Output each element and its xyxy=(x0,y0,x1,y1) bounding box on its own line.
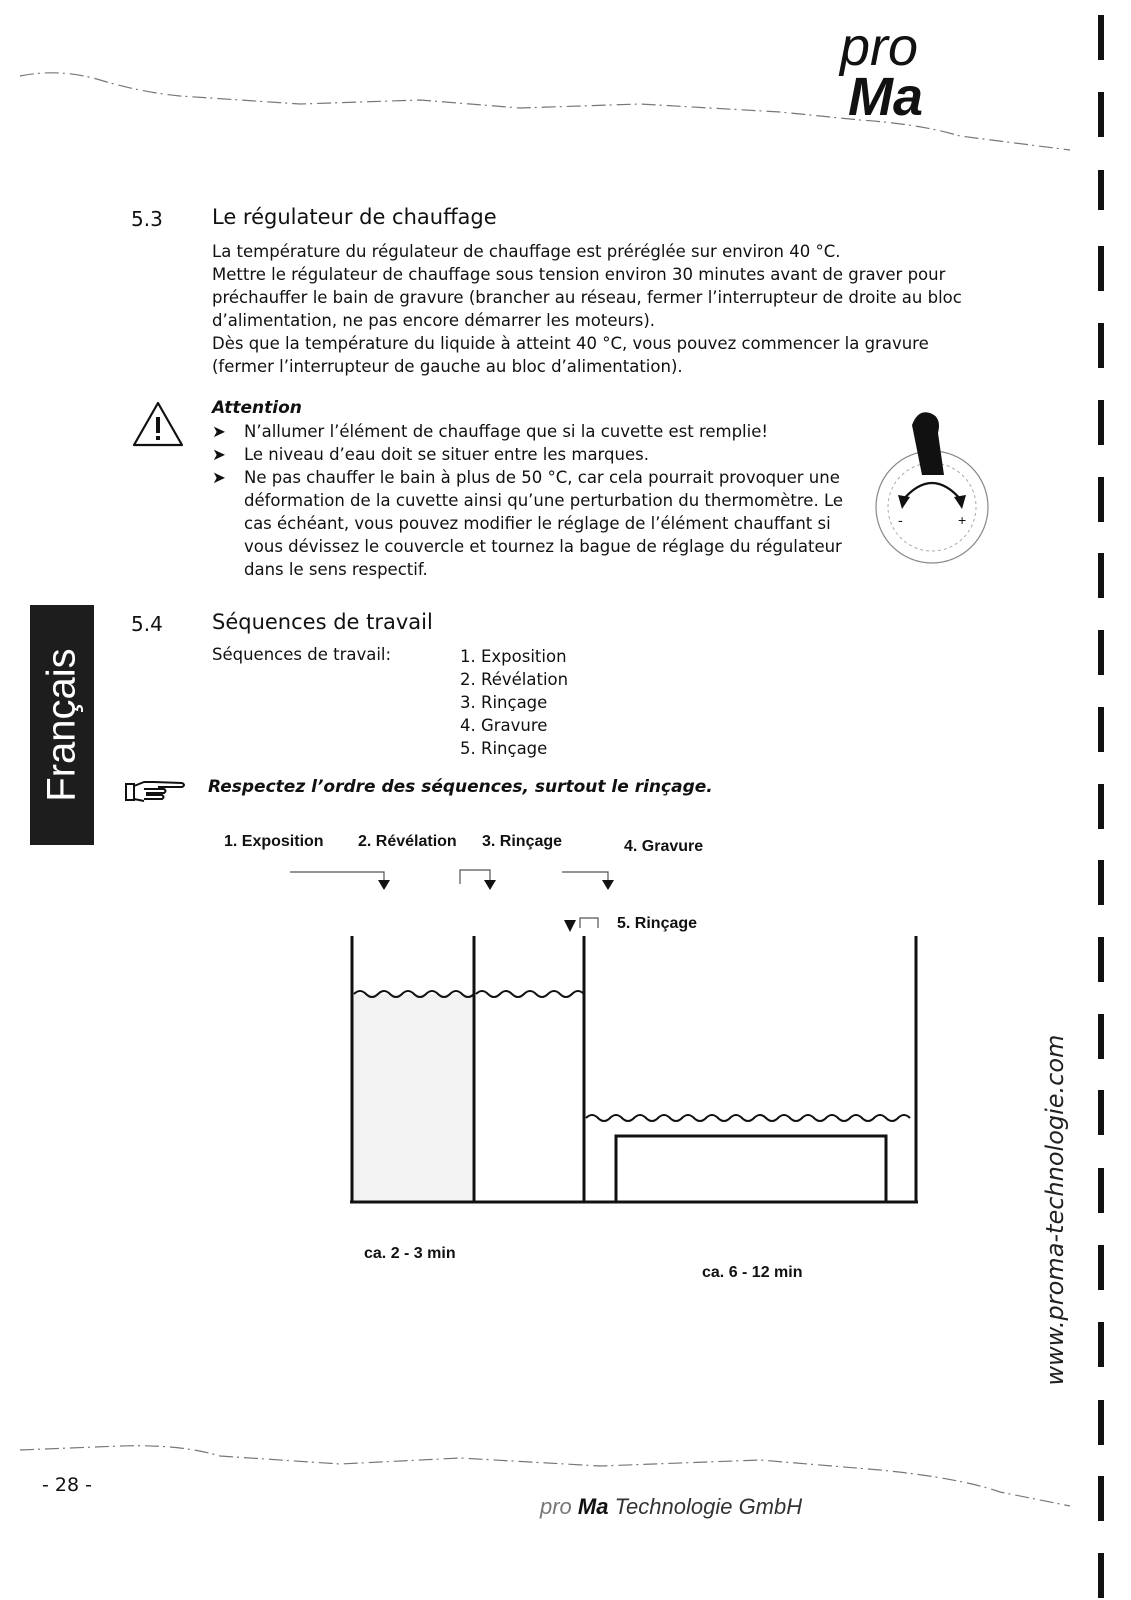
list-item: ➤ N’allumer l’élément de chauffage que si la cuvette est remplie! xyxy=(212,422,768,441)
arrow-bullet-icon: ➤ xyxy=(212,468,226,487)
arrow-down-icon xyxy=(378,880,390,890)
body-line: préchauffer le bain de gravure (brancher au réseau, fermer l’interrupteur de droite au bloc xyxy=(212,288,962,307)
footer-brand-rest: Technologie GmbH xyxy=(614,1494,803,1519)
list-item: 4. Gravure xyxy=(460,716,548,735)
section-body xyxy=(212,240,1012,378)
knob-minus-label: - xyxy=(898,512,903,528)
logo-pro-text: pro xyxy=(840,17,919,77)
logo-ma-text: Ma xyxy=(848,67,924,127)
footer-brand xyxy=(540,1494,802,1520)
diagram-label-rincage: 3. Rinçage xyxy=(482,833,563,850)
header-divider-line xyxy=(0,60,1131,160)
list-item: ➤ Le niveau d’eau doit se situer entre les marques. xyxy=(212,445,649,464)
body-line: (fermer l’interrupteur de gauche au bloc d’alimentation). xyxy=(212,357,683,376)
diagram-label-revelation: 2. Révélation xyxy=(358,833,457,850)
time-label-right: ca. 6 - 12 min xyxy=(702,1264,803,1281)
regulator-knob-illustration xyxy=(870,405,995,570)
arrow-down-icon xyxy=(484,880,496,890)
footer-brand-ma: Ma xyxy=(577,1494,609,1519)
diagram-label-rincage-final: 5. Rinçage xyxy=(617,915,698,932)
body-line: d’alimentation, ne pas encore démarrer les moteurs). xyxy=(212,311,656,330)
steps-label: Séquences de travail: xyxy=(212,645,392,664)
section-title: Séquences de travail xyxy=(212,610,433,634)
website-url-text: www.proma-technologie.com xyxy=(1041,1034,1069,1386)
section-number: 5.4 xyxy=(131,612,163,636)
page-number: - 28 - xyxy=(42,1474,92,1496)
note-text: Respectez l’ordre des séquences, surtout le rinçage. xyxy=(208,777,713,797)
arrow-bullet-icon: ➤ xyxy=(212,422,226,441)
list-item: 1. Exposition xyxy=(460,647,567,666)
list-item: 2. Révélation xyxy=(460,670,569,689)
section-title: Le régulateur de chauffage xyxy=(212,205,497,229)
attention-title: Attention xyxy=(212,398,302,418)
process-diagram xyxy=(280,862,960,1212)
edge-marks xyxy=(1090,0,1131,1600)
body-line: Mettre le régulateur de chauffage sous tension environ 30 minutes avant de graver pour xyxy=(212,265,946,284)
arrow-down-icon xyxy=(602,880,614,890)
body-line: Dès que la température du liquide à atteint 40 °C, vous pouvez commencer la gravure xyxy=(212,334,929,353)
warning-icon xyxy=(131,400,185,448)
diagram-label-exposition: 1. Exposition xyxy=(224,833,324,850)
section-number: 5.3 xyxy=(131,207,163,231)
time-label-left: ca. 2 - 3 min xyxy=(364,1245,456,1262)
arrow-down-icon xyxy=(564,920,576,932)
arrow-bullet-icon: ➤ xyxy=(212,445,226,464)
footer-brand-pro: pro xyxy=(540,1494,572,1519)
pointing-hand-icon xyxy=(124,776,190,806)
list-item: 3. Rinçage xyxy=(460,693,548,712)
list-item: ➤ Ne pas chauffer le bain à plus de 50 °C, car cela pourrait provoquer une déformation de la cuvette ainsi qu’une perturbation du thermomètre. Le cas échéant, vous pouvez modifier le réglage de l’élément chauffant si vous dévissez le couvercle et tournez la bague de réglage du régulateur dans le sens respectif. xyxy=(212,468,843,579)
diagram-label-gravure: 4. Gravure xyxy=(624,838,704,855)
steps-list xyxy=(460,645,568,760)
list-item: 5. Rinçage xyxy=(460,739,548,758)
language-tab xyxy=(30,605,94,845)
body-line: La température du régulateur de chauffage est préréglée sur environ 40 °C. xyxy=(212,242,841,261)
language-tab-label: Français xyxy=(39,648,84,802)
attention-list xyxy=(212,420,872,581)
knob-plus-label: + xyxy=(958,512,967,528)
